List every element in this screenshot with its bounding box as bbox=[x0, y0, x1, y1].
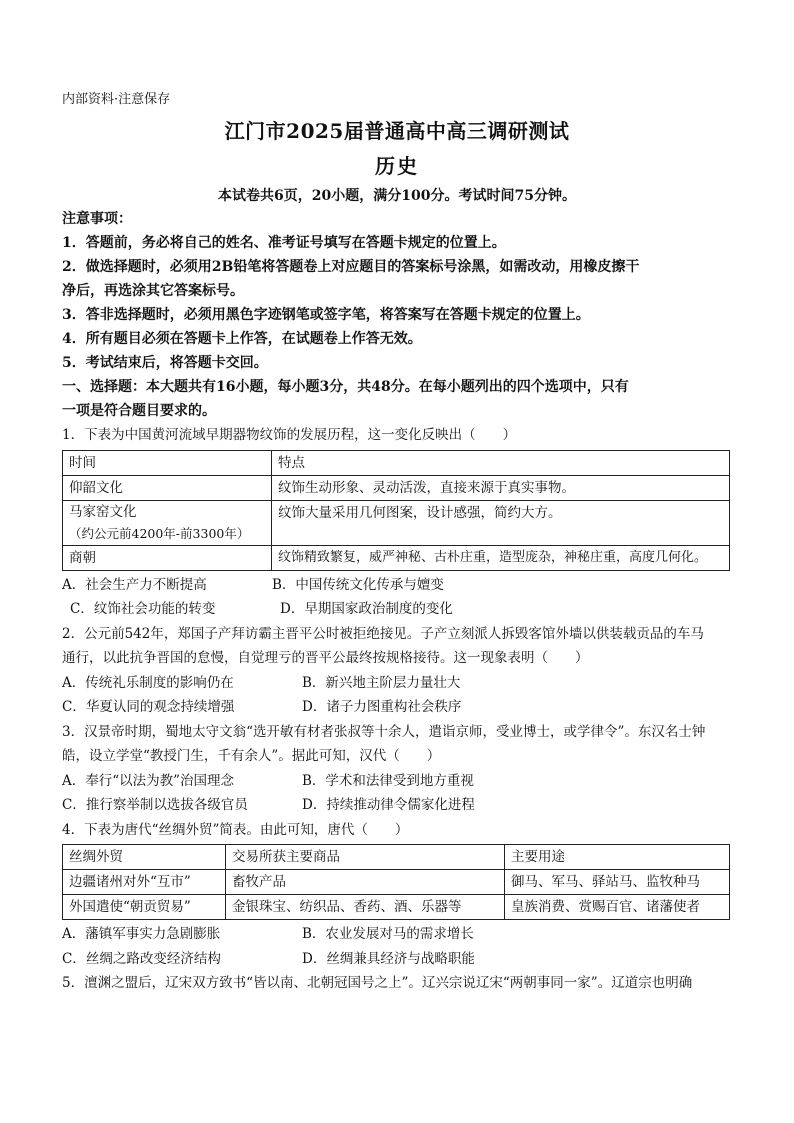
q2-options bbox=[62, 695, 732, 720]
exam-title: 江门市2025届普通高中高三调研测试 bbox=[224, 119, 570, 143]
table-cell: 纹饰大量采用几何图案，设计感强，简约大方。 bbox=[272, 500, 730, 545]
q3-stem: 3．汉景帝时期，蜀地太守文翁“选开敏有材者张叔等十余人，遣诣京师，受业博士，或学律令”。东汉名士钟 bbox=[62, 723, 706, 740]
option-d[interactable]: D．丝绸兼具经济与战略职能 bbox=[302, 950, 475, 967]
exam-info: 本试卷共6页，20小题，满分100分。考试时间75分钟。 bbox=[218, 188, 576, 204]
option-b[interactable]: B．学术和法律受到地方重视 bbox=[302, 772, 474, 789]
table-header-row bbox=[63, 845, 730, 870]
table-header: 主要用途 bbox=[505, 845, 730, 870]
option-b[interactable]: B．中国传统文化传承与嬗变 bbox=[272, 576, 444, 593]
section-heading: 一、选择题：本大题共有16小题，每小题3分，共48分。在每小题列出的四个选项中，只有 bbox=[62, 379, 629, 395]
q1-options bbox=[62, 573, 732, 598]
exam-page bbox=[62, 88, 732, 996]
table-cell: 纹饰生动形象、灵动活泼，直接来源于真实事物。 bbox=[272, 475, 730, 500]
note-item: 净后，再选涂其它答案标号。 bbox=[62, 283, 244, 299]
note-item: 4．所有题目必须在答题卡上作答，在试题卷上作答无效。 bbox=[62, 331, 422, 347]
option-b[interactable]: B．新兴地主阶层力量壮大 bbox=[302, 674, 461, 691]
option-c[interactable]: C．华夏认同的观念持续增强 bbox=[62, 699, 235, 715]
table-cell: 御马、军马、驿站马、监牧种马 bbox=[505, 870, 730, 895]
table-cell: 边疆诸州对外“互市” bbox=[63, 870, 226, 895]
table-header: 时间 bbox=[63, 450, 272, 475]
q2-options bbox=[62, 671, 732, 696]
q1-stem: 1．下表为中国黄河流域早期器物纹饰的发展历程，这一变化反映出（ ） bbox=[62, 427, 517, 443]
q4-stem: 4．下表为唐代“丝绸外贸”简表。由此可知，唐代（ ） bbox=[62, 821, 409, 838]
q2-stem-cont: 通行，以此抗争晋国的怠慢，自觉理亏的晋平公最终按规格接待。这一现象表明（ ） bbox=[62, 650, 589, 666]
option-a[interactable]: A．社会生产力不断提高 bbox=[62, 576, 207, 593]
table-cell: 仰韶文化 bbox=[63, 475, 272, 500]
option-a[interactable]: A．奉行“以法为教”治国理念 bbox=[62, 772, 235, 789]
q3-options bbox=[62, 769, 732, 794]
option-a[interactable]: A．传统礼乐制度的影响仍在 bbox=[62, 674, 234, 691]
table-row bbox=[63, 545, 730, 570]
note-item: 1．答题前，务必将自己的姓名、准考证号填写在答题卡规定的位置上。 bbox=[62, 235, 506, 251]
option-d[interactable]: D．持续推动律令儒家化进程 bbox=[302, 797, 475, 813]
option-c[interactable]: C．纹饰社会功能的转变 bbox=[70, 601, 216, 617]
note-item: 2．做选择题时，必须用2B铅笔将答题卷上对应题目的答案标号涂黑，如需改动，用橡皮擦干 bbox=[62, 259, 640, 275]
option-c[interactable]: C．丝绸之路改变经济结构 bbox=[62, 950, 221, 967]
cell-sub: （约公元前4200年-前3300年） bbox=[69, 525, 250, 541]
table-row bbox=[63, 895, 730, 920]
section-heading-cont: 一项是符合题目要求的。 bbox=[62, 403, 216, 419]
subject-title: 历史 bbox=[375, 154, 419, 178]
q3-stem-cont: 皓，设立学堂“教授门生，千有余人”。据此可知，汉代（ ） bbox=[62, 748, 441, 764]
option-b[interactable]: B．农业发展对马的需求增长 bbox=[302, 926, 474, 942]
option-d[interactable]: D．早期国家政治制度的变化 bbox=[280, 601, 453, 617]
table-row bbox=[63, 500, 730, 545]
option-d[interactable]: D．诸子力图重构社会秩序 bbox=[302, 699, 462, 715]
table-cell: 外国遣使“朝贡贸易” bbox=[63, 895, 226, 920]
table-cell: 皇族消费、赏赐百官、诸藩使者 bbox=[505, 895, 730, 920]
q3-options bbox=[62, 793, 732, 818]
q4-options bbox=[62, 922, 732, 947]
table-row bbox=[63, 475, 730, 500]
q1-options bbox=[62, 597, 732, 622]
table-cell: 金银珠宝、纺织品、香药、酒、乐器等 bbox=[226, 895, 505, 920]
note-item: 3．答非选择题时，必须用黑色字迹钢笔或签字笔，将答案写在答题卡规定的位置上。 bbox=[62, 307, 590, 323]
confidential-tag: 内部资料·注意保存 bbox=[62, 92, 171, 107]
notes-heading: 注意事项： bbox=[62, 211, 132, 227]
option-c[interactable]: C．推行察举制以选拔各级官员 bbox=[62, 797, 248, 813]
table-header: 交易所获主要商品 bbox=[226, 845, 505, 870]
table-cell bbox=[63, 500, 272, 545]
cell-main: 马家窑文化 bbox=[69, 503, 137, 520]
q5-stem: 5．澶渊之盟后，辽宋双方致书“皆以南、北朝冠国号之上”。辽兴宗说辽宋“两朝事同一家”。辽道宗也明确 bbox=[62, 975, 693, 991]
table-header-row bbox=[63, 450, 730, 475]
q2-stem: 2．公元前542年，郑国子产拜访霸主晋平公时被拒绝接见。子产立刻派人拆毁客馆外墙以供装载贡品的车马 bbox=[62, 625, 704, 642]
table-cell: 畜牧产品 bbox=[226, 870, 505, 895]
q4-options bbox=[62, 947, 732, 972]
q4-table bbox=[62, 844, 730, 920]
table-header: 丝绸外贸 bbox=[63, 845, 226, 870]
q1-table bbox=[62, 450, 730, 571]
table-cell: 纹饰精致繁复，威严神秘、古朴庄重，造型庞杂，神秘庄重，高度几何化。 bbox=[272, 545, 730, 570]
table-cell: 商朝 bbox=[63, 545, 272, 570]
note-item: 5．考试结束后，将答题卡交回。 bbox=[62, 355, 268, 371]
option-a[interactable]: A．藩镇军事实力急剧膨胀 bbox=[62, 926, 221, 942]
table-header: 特点 bbox=[272, 450, 730, 475]
table-row bbox=[63, 870, 730, 895]
